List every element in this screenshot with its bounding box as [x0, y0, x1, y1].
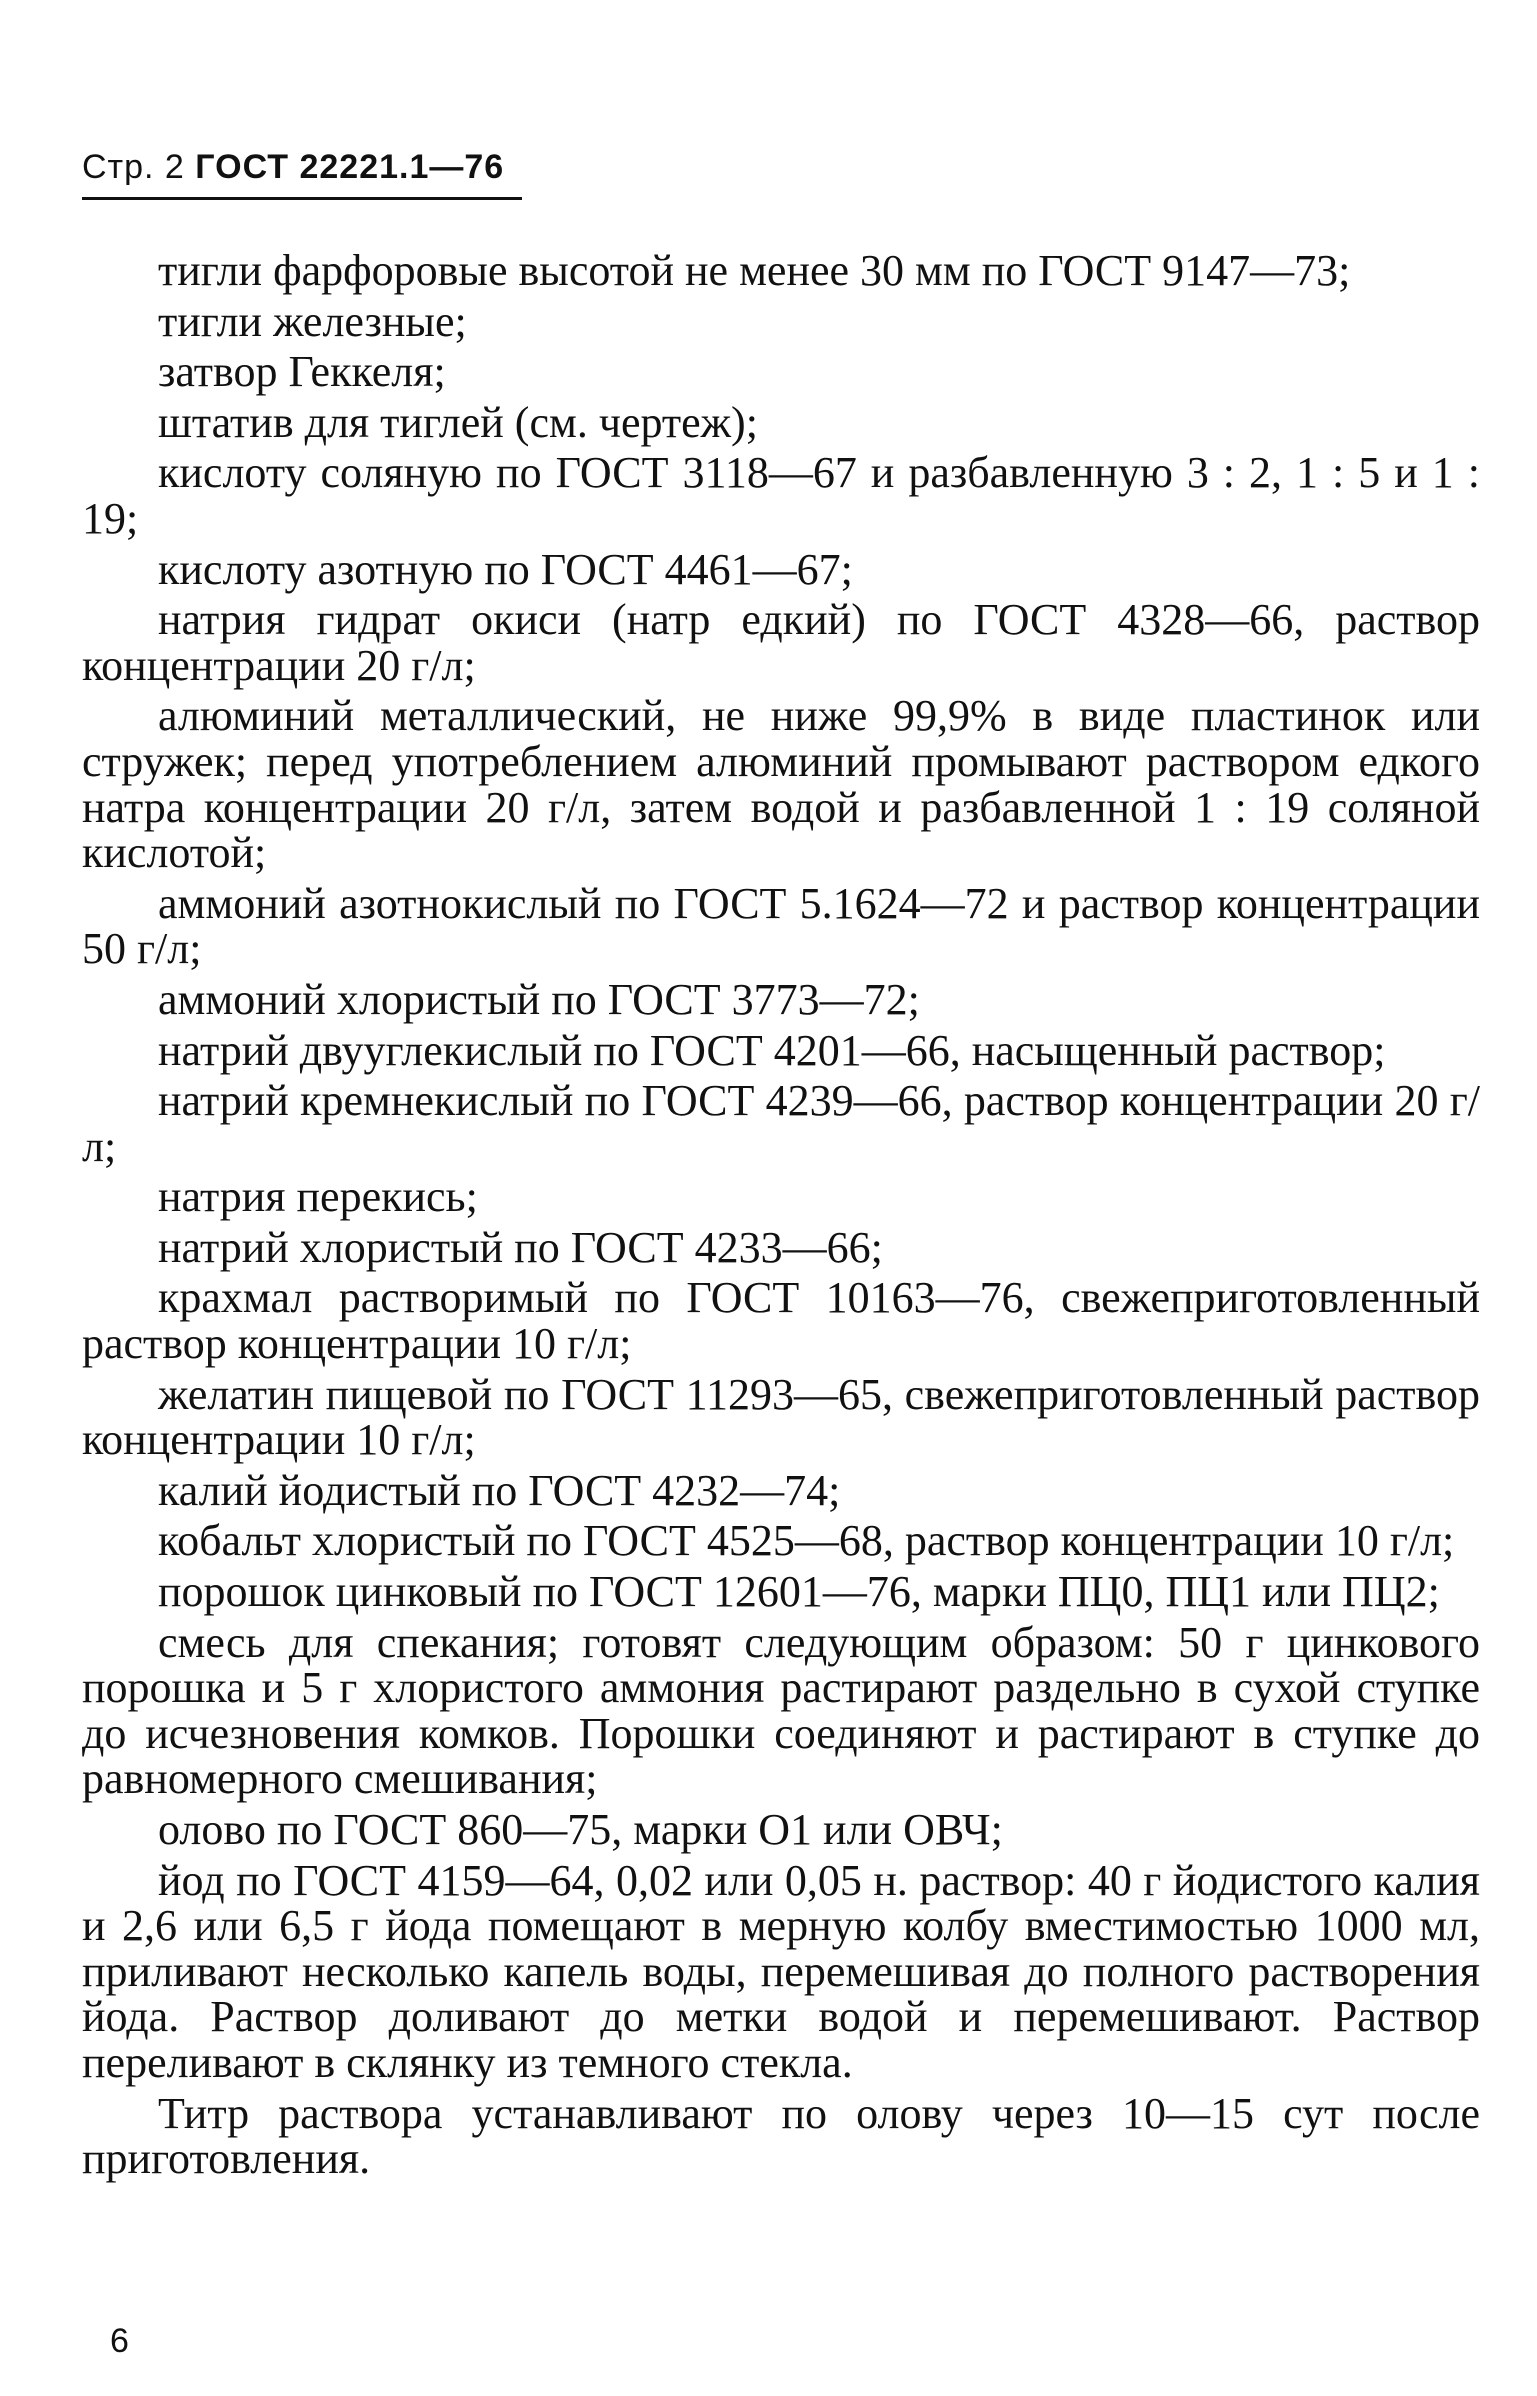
paragraph: аммоний азотнокислый по ГОСТ 5.1624—72 и раствор концентрации 50 г/л; [82, 878, 1480, 974]
paragraph: порошок цинковый по ГОСТ 12601—76, марки ПЦ0, ПЦ1 или ПЦ2; [158, 1567, 1440, 1617]
body-text [82, 248, 1480, 2187]
paragraph: кобальт хлористый по ГОСТ 4525—68, раствор концентрации 10 г/л; [158, 1516, 1455, 1566]
paragraph: кислоту азотную по ГОСТ 4461—67; [158, 544, 853, 594]
paragraph: натрий двууглекислый по ГОСТ 4201—66, насыщенный раствор; [158, 1025, 1386, 1075]
paragraph: затвор Геккеля; [158, 347, 446, 397]
paragraph: смесь для спекания; готовят следующим образом: 50 г цинкового порошка и 5 г хлористого аммония растирают раздельно в сухой ступке до исчезновения комков. Порошки соединяют и растирают в ступке до равномерного смешивания; [82, 1617, 1480, 1804]
paragraph: натрия гидрат окиси (натр едкий) по ГОСТ 4328—66, раствор концентрации 20 г/л; [82, 595, 1480, 690]
paragraph: тигли железные; [158, 296, 467, 346]
standard-number: ГОСТ 22221.1—76 [195, 148, 505, 186]
paragraph: желатин пищевой по ГОСТ 11293—65, свежеприготовленный раствор концентрации 10 г/л; [82, 1369, 1480, 1465]
paragraph: аммоний хлористый по ГОСТ 3773—72; [158, 974, 920, 1024]
paragraph: йод по ГОСТ 4159—64, 0,02 или 0,05 н. раствор: 40 г йодистого калия и 2,6 или 6,5 г йода помещают в мерную колбу вместимостью 1000 мл, приливают несколько капель воды, перемешивая до полного растворения йода. Раствор доливают до метки водой и перемешивают. Раствор переливают в склянку из темного стекла. [82, 1855, 1480, 2087]
paragraph: калий йодистый по ГОСТ 4232—74; [158, 1465, 841, 1515]
paragraph: штатив для тиглей (см. чертеж); [158, 397, 758, 447]
header-rule [82, 197, 522, 200]
paragraph: кислоту соляную по ГОСТ 3118—67 и разбавленную 3 : 2, 1 : 5 и 1 : 19; [82, 448, 1480, 543]
page-label: Стр. 2 [82, 148, 185, 186]
paragraph: алюминий металлический, не ниже 99,9% в виде пластинок или стружек; перед употреблением алюминий промывают раствором едкого натра концентрации 20 г/л, затем водой и разбавленной 1 : 19 соляной кислотой; [82, 691, 1480, 878]
page-header [82, 148, 504, 187]
paragraph: крахмал растворимый по ГОСТ 10163—76, свежеприготовленный раствор концентрации 10 г/л; [82, 1273, 1480, 1369]
paragraph: олово по ГОСТ 860—75, марки О1 или ОВЧ; [158, 1805, 1003, 1854]
paragraph: натрий хлористый по ГОСТ 4233—66; [158, 1222, 883, 1272]
page-number: 6 [110, 2322, 129, 2360]
paragraph: тигли фарфоровые высотой не менее 30 мм по ГОСТ 9147—73; [158, 246, 1351, 295]
paragraph: Титр раствора устанавливают по олову через 10—15 сут после приготовления. [82, 2088, 1480, 2184]
paragraph: натрий кремнекислый по ГОСТ 4239—66, раствор концентрации 20 г/л; [82, 1076, 1480, 1171]
paragraph: натрия перекись; [158, 1172, 478, 1222]
